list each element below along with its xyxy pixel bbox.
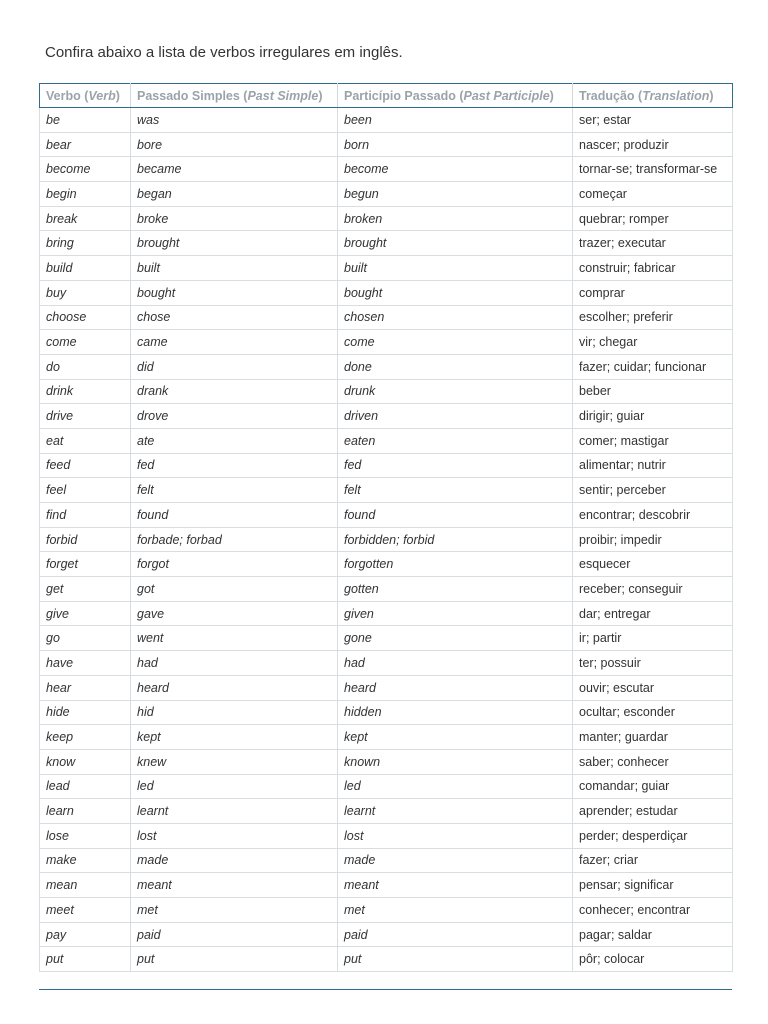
cell-translation: trazer; executar: [573, 231, 733, 256]
table-row: [40, 527, 733, 552]
cell-verb: bear: [40, 132, 131, 157]
table-row: [40, 749, 733, 774]
cell-verb: lead: [40, 774, 131, 799]
cell-past-simple: forgot: [131, 552, 338, 577]
cell-translation: nascer; produzir: [573, 132, 733, 157]
cell-translation: ser; estar: [573, 108, 733, 133]
cell-translation: receber; conseguir: [573, 577, 733, 602]
cell-past-simple: made: [131, 848, 338, 873]
cell-past-simple: lost: [131, 823, 338, 848]
table-row: [40, 947, 733, 972]
cell-past-participle: found: [338, 503, 573, 528]
cell-verb: go: [40, 626, 131, 651]
cell-verb: begin: [40, 182, 131, 207]
cell-past-simple: was: [131, 108, 338, 133]
cell-verb: feed: [40, 453, 131, 478]
cell-past-participle: begun: [338, 182, 573, 207]
table-row: [40, 404, 733, 429]
table-row: [40, 873, 733, 898]
header-past-participle-en: Past Participle: [463, 88, 550, 103]
cell-past-simple: came: [131, 330, 338, 355]
table-row: [40, 354, 733, 379]
cell-past-simple: meant: [131, 873, 338, 898]
table-header: [40, 84, 733, 108]
cell-past-simple: had: [131, 651, 338, 676]
cell-past-simple: gave: [131, 601, 338, 626]
cell-verb: keep: [40, 725, 131, 750]
intro-text: Confira abaixo a lista de verbos irregulares em inglês.: [45, 44, 403, 61]
cell-past-simple: built: [131, 256, 338, 281]
cell-verb: break: [40, 206, 131, 231]
cell-translation: aprender; estudar: [573, 799, 733, 824]
table-row: [40, 182, 733, 207]
cell-past-simple: forbade; forbad: [131, 527, 338, 552]
cell-past-participle: gotten: [338, 577, 573, 602]
cell-verb: learn: [40, 799, 131, 824]
header-row: [40, 84, 733, 108]
cell-translation: ir; partir: [573, 626, 733, 651]
cell-translation: dirigir; guiar: [573, 404, 733, 429]
cell-translation: começar: [573, 182, 733, 207]
table-row: [40, 651, 733, 676]
cell-past-participle: chosen: [338, 305, 573, 330]
cell-verb: find: [40, 503, 131, 528]
cell-verb: choose: [40, 305, 131, 330]
cell-verb: mean: [40, 873, 131, 898]
table-row: [40, 157, 733, 182]
cell-verb: feel: [40, 478, 131, 503]
cell-translation: ocultar; esconder: [573, 700, 733, 725]
cell-translation: conhecer; encontrar: [573, 898, 733, 923]
header-verb-en: Verb: [88, 88, 116, 103]
cell-verb: put: [40, 947, 131, 972]
cell-translation: comandar; guiar: [573, 774, 733, 799]
cell-past-participle: led: [338, 774, 573, 799]
cell-verb: buy: [40, 280, 131, 305]
cell-past-participle: put: [338, 947, 573, 972]
cell-past-participle: learnt: [338, 799, 573, 824]
cell-translation: beber: [573, 379, 733, 404]
cell-translation: ouvir; escutar: [573, 675, 733, 700]
cell-past-simple: put: [131, 947, 338, 972]
cell-verb: do: [40, 354, 131, 379]
header-past-participle: Particípio Passado (Past Participle): [338, 84, 573, 108]
cell-past-participle: drunk: [338, 379, 573, 404]
table-row: [40, 379, 733, 404]
cell-past-simple: learnt: [131, 799, 338, 824]
footer-divider: [39, 989, 732, 990]
table-row: [40, 330, 733, 355]
table-row: [40, 280, 733, 305]
cell-past-participle: hidden: [338, 700, 573, 725]
cell-past-simple: brought: [131, 231, 338, 256]
cell-past-participle: forbidden; forbid: [338, 527, 573, 552]
header-verb: Verbo (Verb): [40, 84, 131, 108]
cell-past-simple: felt: [131, 478, 338, 503]
cell-past-simple: bore: [131, 132, 338, 157]
table-row: [40, 132, 733, 157]
cell-past-participle: eaten: [338, 428, 573, 453]
cell-translation: comprar: [573, 280, 733, 305]
cell-past-participle: heard: [338, 675, 573, 700]
cell-verb: get: [40, 577, 131, 602]
table-row: [40, 725, 733, 750]
table-body: [40, 108, 733, 972]
cell-translation: fazer; criar: [573, 848, 733, 873]
cell-past-simple: got: [131, 577, 338, 602]
cell-verb: have: [40, 651, 131, 676]
cell-translation: pagar; saldar: [573, 922, 733, 947]
table-row: [40, 601, 733, 626]
table-row: [40, 206, 733, 231]
cell-verb: give: [40, 601, 131, 626]
table-row: [40, 256, 733, 281]
cell-past-participle: gone: [338, 626, 573, 651]
cell-past-participle: brought: [338, 231, 573, 256]
cell-past-participle: meant: [338, 873, 573, 898]
table-row: [40, 799, 733, 824]
cell-past-participle: known: [338, 749, 573, 774]
cell-verb: meet: [40, 898, 131, 923]
table-row: [40, 823, 733, 848]
cell-verb: eat: [40, 428, 131, 453]
table-row: [40, 305, 733, 330]
cell-past-simple: kept: [131, 725, 338, 750]
header-past-participle-pt: Particípio Passado: [344, 88, 456, 103]
cell-translation: quebrar; romper: [573, 206, 733, 231]
cell-past-participle: built: [338, 256, 573, 281]
cell-past-simple: led: [131, 774, 338, 799]
cell-past-simple: fed: [131, 453, 338, 478]
cell-past-participle: felt: [338, 478, 573, 503]
cell-past-simple: began: [131, 182, 338, 207]
cell-verb: forbid: [40, 527, 131, 552]
cell-translation: proibir; impedir: [573, 527, 733, 552]
cell-verb: drink: [40, 379, 131, 404]
cell-verb: build: [40, 256, 131, 281]
table-row: [40, 428, 733, 453]
header-translation-en: Translation: [642, 88, 710, 103]
cell-past-participle: become: [338, 157, 573, 182]
cell-past-simple: hid: [131, 700, 338, 725]
cell-verb: be: [40, 108, 131, 133]
table-row: [40, 626, 733, 651]
cell-verb: hide: [40, 700, 131, 725]
cell-verb: forget: [40, 552, 131, 577]
cell-translation: vir; chegar: [573, 330, 733, 355]
cell-past-participle: driven: [338, 404, 573, 429]
cell-past-simple: met: [131, 898, 338, 923]
cell-translation: comer; mastigar: [573, 428, 733, 453]
cell-past-participle: lost: [338, 823, 573, 848]
cell-past-participle: forgotten: [338, 552, 573, 577]
cell-translation: tornar-se; transformar-se: [573, 157, 733, 182]
cell-past-participle: born: [338, 132, 573, 157]
cell-past-simple: broke: [131, 206, 338, 231]
cell-past-simple: drank: [131, 379, 338, 404]
cell-past-participle: kept: [338, 725, 573, 750]
cell-translation: dar; entregar: [573, 601, 733, 626]
cell-past-simple: went: [131, 626, 338, 651]
cell-translation: sentir; perceber: [573, 478, 733, 503]
cell-past-simple: heard: [131, 675, 338, 700]
cell-past-participle: been: [338, 108, 573, 133]
cell-translation: encontrar; descobrir: [573, 503, 733, 528]
cell-past-simple: became: [131, 157, 338, 182]
cell-translation: perder; desperdiçar: [573, 823, 733, 848]
cell-past-simple: bought: [131, 280, 338, 305]
cell-past-participle: paid: [338, 922, 573, 947]
cell-verb: bring: [40, 231, 131, 256]
cell-past-participle: fed: [338, 453, 573, 478]
table-row: [40, 675, 733, 700]
cell-past-participle: given: [338, 601, 573, 626]
table-row: [40, 453, 733, 478]
cell-translation: pôr; colocar: [573, 947, 733, 972]
cell-past-participle: made: [338, 848, 573, 873]
cell-past-simple: drove: [131, 404, 338, 429]
cell-translation: ter; possuir: [573, 651, 733, 676]
table-row: [40, 577, 733, 602]
cell-translation: fazer; cuidar; funcionar: [573, 354, 733, 379]
header-past-simple-pt: Passado Simples: [137, 88, 240, 103]
cell-verb: drive: [40, 404, 131, 429]
header-past-simple: Passado Simples (Past Simple): [131, 84, 338, 108]
cell-verb: lose: [40, 823, 131, 848]
table-row: [40, 848, 733, 873]
cell-past-participle: bought: [338, 280, 573, 305]
cell-past-simple: chose: [131, 305, 338, 330]
cell-past-participle: had: [338, 651, 573, 676]
cell-translation: alimentar; nutrir: [573, 453, 733, 478]
cell-past-participle: met: [338, 898, 573, 923]
cell-verb: hear: [40, 675, 131, 700]
table-row: [40, 478, 733, 503]
table-row: [40, 898, 733, 923]
table-row: [40, 774, 733, 799]
cell-past-simple: knew: [131, 749, 338, 774]
cell-verb: come: [40, 330, 131, 355]
cell-verb: pay: [40, 922, 131, 947]
table-row: [40, 922, 733, 947]
cell-past-simple: ate: [131, 428, 338, 453]
cell-past-simple: paid: [131, 922, 338, 947]
cell-translation: escolher; preferir: [573, 305, 733, 330]
cell-translation: esquecer: [573, 552, 733, 577]
table-row: [40, 700, 733, 725]
cell-past-simple: did: [131, 354, 338, 379]
table-row: [40, 552, 733, 577]
cell-verb: make: [40, 848, 131, 873]
table-row: [40, 231, 733, 256]
header-translation: Tradução (Translation): [573, 84, 733, 108]
cell-translation: pensar; significar: [573, 873, 733, 898]
cell-past-participle: come: [338, 330, 573, 355]
cell-translation: construir; fabricar: [573, 256, 733, 281]
cell-past-participle: broken: [338, 206, 573, 231]
cell-translation: manter; guardar: [573, 725, 733, 750]
table-row: [40, 503, 733, 528]
irregular-verbs-table: [39, 83, 733, 972]
header-translation-pt: Tradução: [579, 88, 635, 103]
table-row: [40, 108, 733, 133]
cell-translation: saber; conhecer: [573, 749, 733, 774]
cell-verb: become: [40, 157, 131, 182]
header-verb-pt: Verbo: [46, 88, 81, 103]
cell-verb: know: [40, 749, 131, 774]
cell-past-simple: found: [131, 503, 338, 528]
header-past-simple-en: Past Simple: [247, 88, 319, 103]
cell-past-participle: done: [338, 354, 573, 379]
